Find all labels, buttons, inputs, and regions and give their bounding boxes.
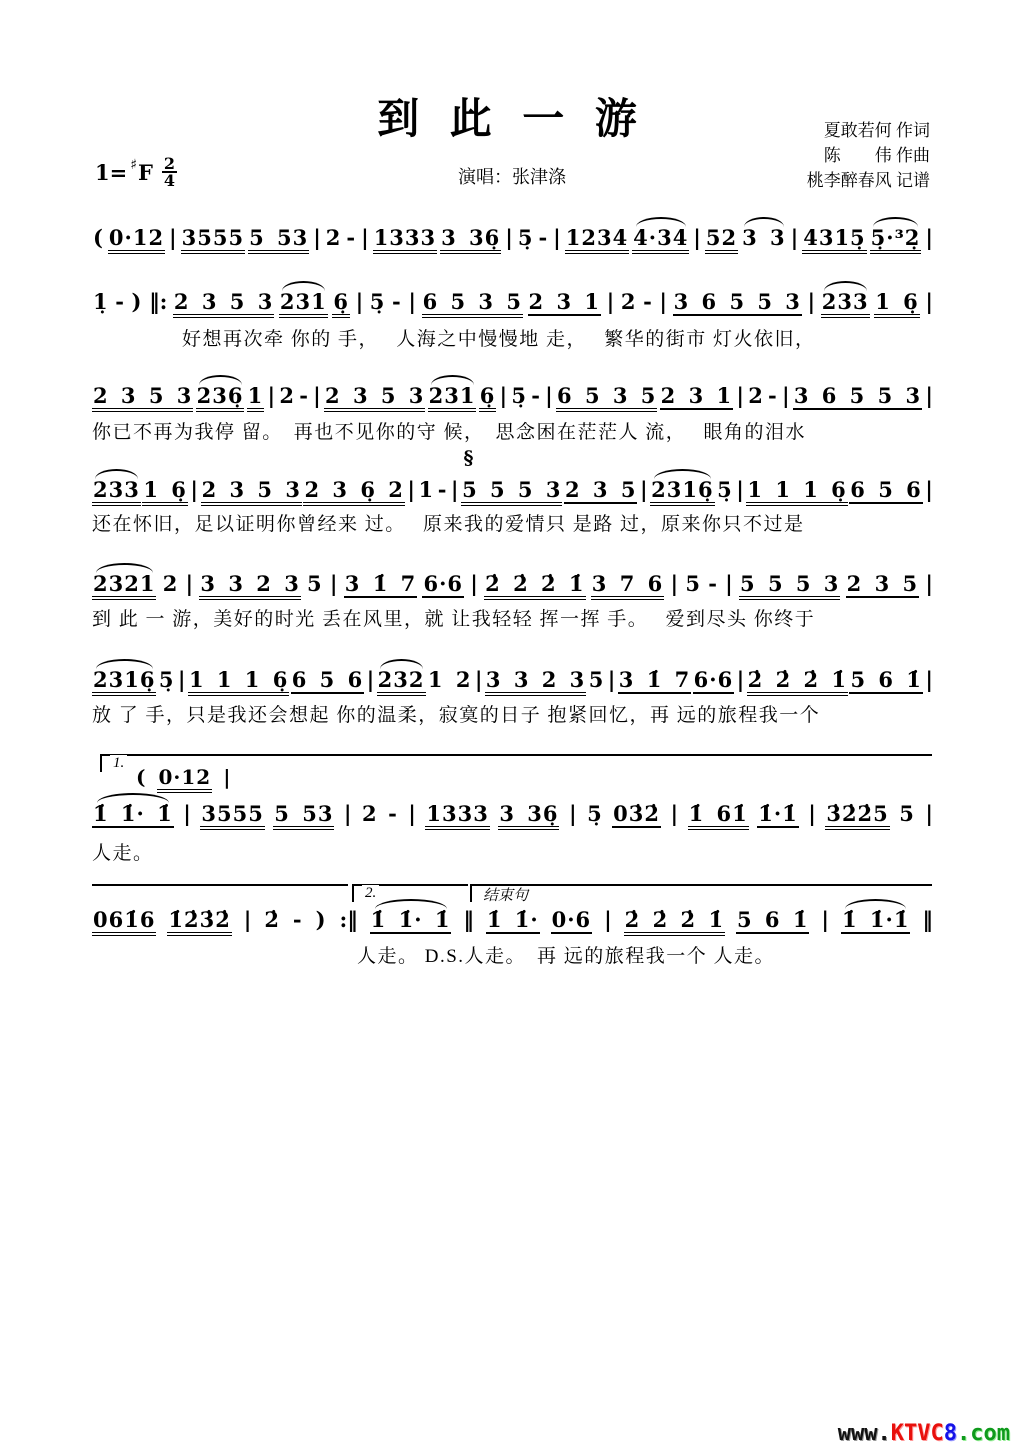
- transcriber-credit: 桃李醉春风 记谱: [806, 171, 930, 190]
- note-group: 1̇ 1̇· 1̇: [370, 908, 452, 934]
- note-group: -: [292, 907, 303, 932]
- note-group: -: [437, 477, 448, 502]
- time-signature: [162, 156, 177, 188]
- key-signature: [95, 156, 177, 188]
- note-group: 2 3 1: [660, 384, 733, 410]
- lyrics-line-3: 你已不再为我停 留。 再也不见你的守 候， 思念困在茫茫人 流， 眼角的泪水: [92, 422, 807, 443]
- segno-icon: §: [463, 447, 475, 469]
- note-group: 3 7 6: [591, 572, 664, 600]
- note-group: 1 1 1 6̣: [746, 478, 847, 506]
- note-group: 2: [620, 289, 637, 314]
- note-group: 2 3 5: [846, 572, 919, 598]
- ending-section-label: 结束句: [480, 888, 531, 904]
- note-group: 5̣: [717, 477, 733, 502]
- note-group: -: [538, 225, 549, 250]
- barline: |: [607, 667, 616, 692]
- barline: |: [808, 801, 816, 826]
- barline: |: [925, 477, 933, 502]
- note-group: -: [643, 289, 653, 314]
- barline: |: [725, 571, 733, 596]
- note-group: 2321: [92, 572, 156, 600]
- note-group: 6 5 3 5: [422, 290, 523, 318]
- barline: |: [408, 801, 416, 826]
- note-group: 5̣: [587, 801, 603, 826]
- music-system-7: [92, 802, 934, 830]
- barline: |: [568, 801, 577, 826]
- note-group: 3 6 5 5 3: [673, 290, 802, 316]
- note-group: 52: [705, 226, 738, 254]
- barline: |: [693, 225, 701, 250]
- note-group: 1333: [373, 226, 437, 254]
- key-tonic: F: [138, 159, 153, 185]
- note-group: 236̣: [196, 384, 245, 412]
- note-group: 5: [307, 571, 323, 596]
- note-group: -: [388, 801, 398, 826]
- note-group: 6̣: [479, 384, 497, 412]
- note-group: 5 53: [248, 226, 309, 254]
- volta-2-label: 2.: [362, 885, 379, 901]
- barline: |: [183, 801, 191, 826]
- note-group: 3 6 5 5 3: [793, 384, 922, 410]
- note-group: 2̇: [264, 907, 280, 932]
- note-group: 5̣: [369, 289, 386, 314]
- note-group: 3555: [181, 226, 245, 254]
- barline: |: [639, 477, 648, 502]
- note-group: 3 1̇ 7: [344, 572, 417, 598]
- note-group: 2: [162, 571, 179, 596]
- barline: |: [790, 225, 799, 250]
- note-group: 3 1̇ 7: [618, 668, 691, 694]
- note-group: 1234: [565, 226, 629, 254]
- note-group: 2 3 5 3: [201, 478, 302, 506]
- barline: |: [670, 801, 679, 826]
- barline: |: [177, 667, 186, 692]
- barline: ‖:: [149, 289, 168, 314]
- note-group: 2: [748, 383, 764, 408]
- note-group: -: [346, 225, 357, 250]
- key-prefix: 1=: [95, 159, 128, 185]
- note-group: -: [115, 289, 125, 314]
- barline: :‖: [339, 907, 358, 932]
- lyrics-line-6: 放 了 手，只是我还会想起 你的温柔，寂寞的日子 抱紧回忆，再 远的旅程我一个: [92, 705, 821, 726]
- note-group: 1̇2̇3̇2̇: [167, 908, 231, 936]
- barline: |: [659, 289, 668, 314]
- barline: |: [408, 289, 416, 314]
- music-system-4: [92, 447, 934, 506]
- barline: ‖: [463, 907, 474, 932]
- barline: |: [343, 801, 352, 826]
- note-group: 3̇2̇2̇5: [825, 802, 889, 830]
- note-group: -: [708, 571, 718, 596]
- note-group: 233: [92, 478, 141, 506]
- note-group: 1 6̣: [874, 290, 920, 318]
- barline: |: [781, 383, 790, 408]
- note-group: 5: [899, 801, 915, 826]
- barline: |: [604, 907, 612, 932]
- barline: |: [925, 225, 933, 250]
- note-group: 5 5 5 3: [739, 572, 840, 600]
- note-group: -: [392, 289, 402, 314]
- composer-credit: 陈 伟 作曲: [823, 146, 930, 165]
- barline: |: [190, 477, 199, 502]
- note-group: 6̣: [332, 290, 350, 318]
- note-group: 1333: [425, 802, 489, 830]
- note-group: 1̣: [93, 289, 109, 314]
- barline: |: [313, 383, 321, 408]
- note-group: 0·6: [551, 908, 593, 934]
- note-group: (: [136, 765, 147, 789]
- singer-line: 演唱：张津涤: [458, 167, 566, 187]
- note-group: 3 3: [742, 225, 786, 250]
- lyricist-credit: 夏敢若何 作词: [823, 121, 930, 140]
- note-group: 5̣: [158, 667, 175, 692]
- note-group: 1̇ 1̇· 1̇: [92, 802, 174, 828]
- note-group: 3 36̣: [498, 802, 559, 830]
- note-group: 1̇·1̇: [757, 802, 799, 828]
- music-system-5: [92, 572, 934, 600]
- watermark-www: www.: [837, 1421, 891, 1446]
- note-group: 6·6: [422, 572, 464, 598]
- note-group: 2 3 5 3: [173, 290, 274, 318]
- barline: |: [736, 667, 745, 692]
- watermark-ktvc: KTVC: [890, 1421, 944, 1446]
- note-group: 3 36̣: [440, 226, 501, 254]
- note-group: ): [131, 289, 143, 314]
- lyrics-line-7: 人走。: [92, 843, 154, 864]
- music-system-2: [92, 290, 934, 318]
- note-group: 233: [821, 290, 870, 318]
- note-group: 231: [279, 290, 328, 318]
- music-system-8: [92, 908, 934, 936]
- barline: |: [499, 383, 508, 408]
- lyrics-line-5: 到 此 一 游，美好的时光 丢在风里，就 让我轻轻 挥一挥 手。 爱到尽头 你终于: [92, 609, 816, 630]
- note-group: (: [93, 225, 104, 250]
- barline: |: [450, 477, 459, 502]
- note-group: 5̣: [511, 383, 528, 408]
- note-group: 5 6 1̇: [736, 908, 809, 934]
- music-system-1: [92, 226, 934, 254]
- note-group: 0·12: [108, 226, 165, 254]
- lyrics-line-4: 还在怀旧，足以证明你曾经来 过。 原来我的爱情只 是路 过，原来你只不过是: [92, 514, 805, 535]
- barline: |: [407, 477, 416, 502]
- note-group: 5 5 5 3: [461, 478, 562, 506]
- barline: |: [355, 289, 364, 314]
- note-group: -: [299, 383, 309, 408]
- barline: |: [329, 571, 338, 596]
- note-group: 5 6 1̇: [849, 668, 922, 694]
- note-group: 2: [279, 383, 295, 408]
- barline: |: [925, 801, 933, 826]
- note-group: -: [531, 383, 541, 408]
- note-group: 2̇ 2̇ 2̇ 1̇: [747, 668, 848, 696]
- barline: |: [807, 289, 816, 314]
- note-group: 4315̣: [802, 226, 866, 254]
- note-group: 5̣·³2̣: [870, 226, 922, 254]
- note-group: 5: [685, 571, 701, 596]
- note-group: 2: [325, 225, 342, 250]
- note-group: 5: [588, 667, 605, 692]
- note-group: 03̇2̇: [612, 802, 661, 828]
- lyrics-line-8: 人走。 D.S.人走。 再 远的旅程我一个 人走。: [357, 946, 776, 967]
- barline: |: [821, 907, 830, 932]
- barline: |: [223, 765, 231, 789]
- barline: |: [925, 383, 933, 408]
- barline: |: [361, 225, 369, 250]
- watermark-com: .com: [957, 1421, 1010, 1446]
- note-group: 6 5 6: [849, 478, 922, 504]
- note-group: 4·34: [632, 226, 689, 254]
- note-group: 1 1 1 6̣: [188, 668, 289, 696]
- note-group: 2 3 6̣ 2: [303, 478, 404, 506]
- volta-1-label: 1.: [110, 755, 127, 771]
- watermark-8: 8: [943, 1421, 958, 1446]
- note-group: 061̇6: [92, 908, 156, 936]
- volta-1-continuation-bracket: [92, 884, 348, 902]
- note-group: 2̇ 2̇ 2̇ 1̇: [624, 908, 725, 936]
- time-denominator: 4: [163, 171, 176, 190]
- music-system-6: [92, 668, 934, 696]
- music-system-3: [92, 384, 934, 412]
- note-group: 2: [362, 801, 378, 826]
- note-group: 1̇ 61̇: [688, 802, 749, 830]
- note-group: 6 5 6: [291, 668, 364, 694]
- note-group: 232: [377, 668, 426, 696]
- barline: |: [366, 667, 375, 692]
- lyrics-line-2: 好想再次牵 你的 手， 人海之中慢慢地 走， 繁华的街市 灯火依旧，: [182, 329, 816, 350]
- note-group: ): [315, 907, 327, 932]
- barline: |: [925, 571, 933, 596]
- barline: |: [169, 225, 177, 250]
- note-group: 2 3 5: [564, 478, 637, 504]
- note-group: 231: [428, 384, 477, 412]
- time-numerator: 2: [163, 154, 176, 173]
- note-group: 1: [418, 477, 435, 502]
- note-group: 2 3 5 3: [92, 384, 193, 412]
- note-group: 5 53: [273, 802, 334, 830]
- barline: |: [505, 225, 513, 250]
- note-group: 2316̣: [92, 668, 156, 696]
- barline: |: [267, 383, 276, 408]
- barline: |: [670, 571, 679, 596]
- note-group: 5̣: [517, 225, 534, 250]
- sharp-icon: ♯: [130, 157, 137, 173]
- note-group: 3 3 2 3: [199, 572, 300, 600]
- pickup-measure: [135, 766, 231, 793]
- note-group: 0·12: [157, 766, 212, 793]
- note-group: 6 5 3 5: [556, 384, 657, 412]
- note-group: 6·6: [693, 668, 735, 694]
- barline: |: [553, 225, 561, 250]
- barline: |: [736, 477, 744, 502]
- note-group: 3555: [200, 802, 264, 830]
- note-group: 3 3 2 3: [485, 668, 586, 696]
- barline: |: [736, 383, 744, 408]
- barline: |: [470, 571, 478, 596]
- note-group: -: [768, 383, 778, 408]
- note-group: 2̇ 2̇ 2̇ 1̇: [484, 572, 585, 600]
- note-group: 1̇ 1̇·: [486, 908, 540, 934]
- song-title: 到 此 一 游: [377, 97, 647, 143]
- barline: |: [185, 571, 194, 596]
- note-group: 1̇ 1̇·1̇: [841, 908, 910, 934]
- note-group: 2316̣: [650, 478, 714, 506]
- barline: |: [925, 667, 933, 692]
- barline: |: [474, 667, 483, 692]
- barline: |: [313, 225, 321, 250]
- barline: |: [606, 289, 615, 314]
- note-group: 1: [247, 384, 265, 412]
- barline: |: [545, 383, 553, 408]
- note-group: 1 6̣: [142, 478, 188, 506]
- note-group: 1 2: [427, 667, 472, 692]
- barline: ‖: [922, 907, 933, 932]
- note-group: 2 3 5 3: [324, 384, 425, 412]
- note-group: 2 3 1: [528, 290, 601, 316]
- ktvc8-watermark-link[interactable]: [838, 1421, 1010, 1446]
- barline: |: [243, 907, 252, 932]
- barline: |: [925, 289, 933, 314]
